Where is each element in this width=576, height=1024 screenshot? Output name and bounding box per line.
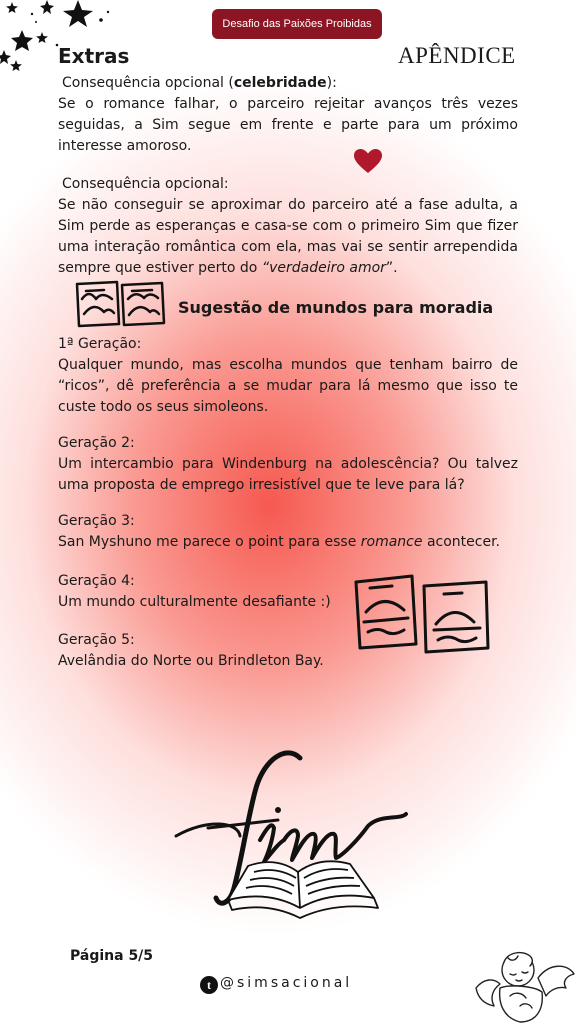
- section-title: Sugestão de mundos para moradia: [178, 298, 494, 317]
- star-icon: [0, 50, 11, 64]
- consequence-1-prefix: Consequência opcional (: [62, 75, 234, 91]
- header-extras: Extras: [58, 44, 130, 68]
- social-handle: @simsacional: [220, 975, 353, 991]
- generation-5: [58, 630, 358, 672]
- stars-decoration: [0, 0, 120, 80]
- generation-3-label: Geração 3:: [58, 513, 135, 529]
- consequence-2-title: Consequência opcional:: [62, 176, 229, 192]
- consequence-2-body: [58, 195, 518, 279]
- cherub-illustration: [470, 948, 576, 1024]
- generation-2: [58, 433, 518, 496]
- star-icon: [10, 60, 22, 71]
- fim-illustration: [168, 748, 413, 928]
- generation-2-text: Um intercambio para Windenburg na adolescência? Ou talvez uma proposta de emprego irresistível que te leve para lá?: [58, 456, 518, 493]
- picture-frames-icon: [74, 279, 166, 329]
- generation-4-label: Geração 4:: [58, 573, 135, 589]
- generation-5-label: Geração 5:: [58, 632, 135, 648]
- header-apendice: APÊNDICE: [398, 43, 516, 68]
- star-icon: [63, 0, 93, 27]
- generation-3-text: [58, 532, 518, 553]
- generation-4-text: Um mundo culturalmente desafiante :): [58, 594, 331, 610]
- consequence-block-1: [58, 73, 518, 157]
- star-icon: [11, 30, 33, 51]
- generation-3-text-italic: romance: [360, 534, 423, 550]
- consequence-1-bold: celebridade: [233, 75, 327, 91]
- star-icon: [6, 2, 18, 13]
- generation-1: [58, 334, 518, 418]
- title-banner: Desafio das Paixões Proibidas: [212, 9, 382, 39]
- consequence-1-body: Se o romance falhar, o parceiro rejeitar avanços três vezes seguidas, a Sim segue em frente e parte para um próximo interesse amoroso.: [58, 96, 518, 154]
- generation-2-label: Geração 2:: [58, 435, 135, 451]
- generation-1-text: Qualquer mundo, mas escolha mundos que tenham bairro de “ricos”, dê preferência a se mudar para lá mesmo que isso te custe todo os seus simoleons.: [58, 357, 518, 415]
- consequence-block-2: [58, 174, 518, 279]
- heart-icon: [354, 149, 382, 174]
- page-number: Página 5/5: [70, 948, 154, 964]
- consequence-2-body-start: Se não conseguir se aproximar do parceiro até a fase adulta, a Sim perde as esperanças e casa-se com o primeiro Sim que fizer uma interação romântica com ela, mas vai se sentir arrependida sempre que estiver perto do: [58, 197, 518, 276]
- star-icon: [40, 0, 54, 14]
- consequence-1-title: [58, 73, 518, 94]
- generation-4: [58, 571, 358, 613]
- star-icon: [36, 32, 48, 43]
- sunset-frames-icon: [352, 572, 492, 654]
- consequence-2-body-end: ”.: [385, 260, 398, 276]
- consequence-2-body-italic: “verdadeiro amor: [261, 260, 386, 276]
- generation-3-text-end: acontecer.: [422, 534, 500, 550]
- consequence-1-suffix: ):: [326, 75, 337, 91]
- tumblr-icon: t: [200, 976, 218, 994]
- generation-1-label: 1ª Geração:: [58, 336, 142, 352]
- generation-3-text-start: San Myshuno me parece o point para esse: [58, 534, 361, 550]
- generation-5-text: Avelândia do Norte ou Brindleton Bay.: [58, 653, 324, 669]
- generation-3: [58, 511, 518, 553]
